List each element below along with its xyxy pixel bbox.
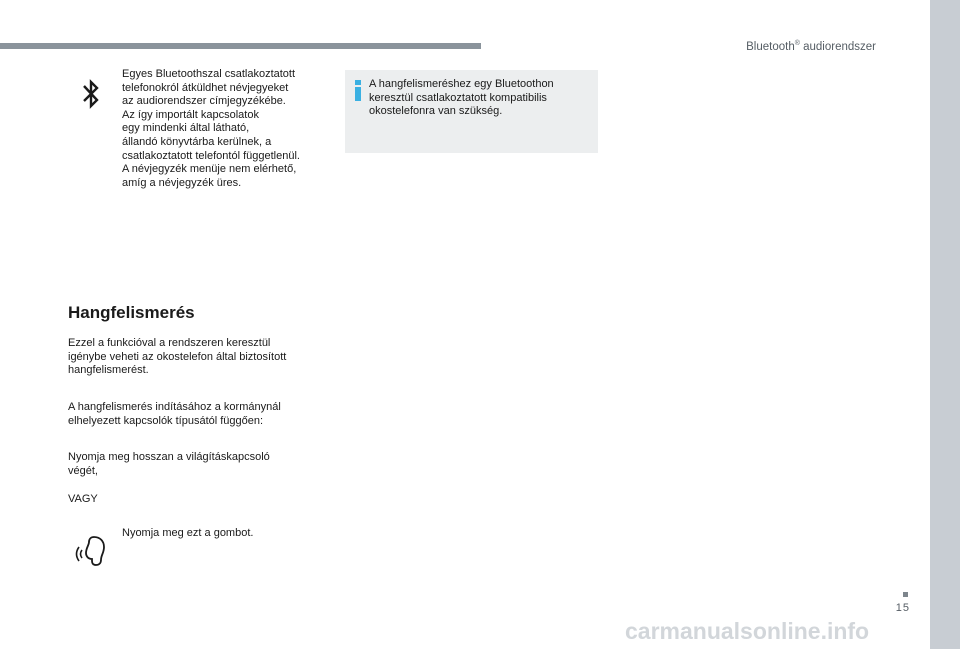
chapter-title: Bluetooth® audiorendszer [746,40,876,53]
header-rule [0,43,481,49]
bluetooth-contacts-note: Egyes Bluetoothszal csatlakoztatott telefonokról átküldhet névjegyeket az audiorendszer címjegyzékébe. Az így importált kapcsolatok egy mindenki által látható, állandó könyvtárba kerülnek, a csatlakoztatott telefontól függetlenül. A névjegyzék menüje nem elérhető, amíg a névjegyzék üres. [122,68,300,189]
section-heading: Hangfelismerés [68,303,195,322]
bluetooth-icon [80,77,102,111]
voice-command-icon [74,533,108,567]
paragraph-start: A hangfelismerés indításához a kormánynál elhelyezett kapcsolók típusától függően: [68,401,281,427]
watermark: carmanualsonline.info [625,618,870,644]
info-text: A hangfelismeréshez egy Bluetoothon keresztül csatlakoztatott kompatibilis okostelefonra van szükség. [369,78,554,118]
paragraph-light-switch: Nyomja meg hosszan a világításkapcsoló végét, [68,451,270,477]
page-edge-band [930,0,960,649]
page-number: 15 [895,602,910,614]
page-marker [903,592,908,597]
info-icon [355,80,361,101]
paragraph-or: VAGY [68,493,98,505]
info-box [345,70,598,153]
paragraph-intro: Ezzel a funkcióval a rendszeren keresztül igénybe veheti az okostelefon által biztosított hangfelismerést. [68,337,287,377]
voice-button-instruction: Nyomja meg ezt a gombot. [122,527,254,539]
